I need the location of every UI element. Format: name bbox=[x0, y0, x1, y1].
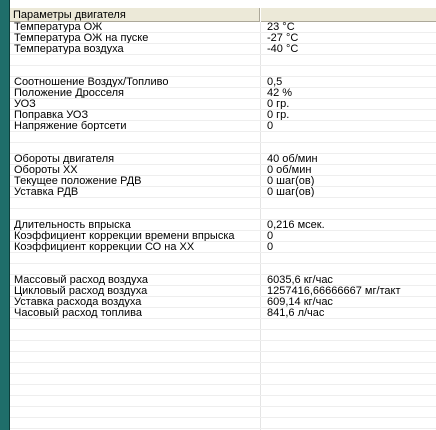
table-row[interactable] bbox=[10, 176, 436, 187]
parameter-value: 0 об/мин bbox=[267, 165, 312, 175]
window-side-strip bbox=[0, 0, 9, 430]
table-row[interactable] bbox=[10, 55, 436, 66]
table-row[interactable] bbox=[10, 319, 436, 330]
parameter-value: 42 % bbox=[267, 88, 293, 98]
table-row[interactable] bbox=[10, 132, 436, 143]
table-row[interactable] bbox=[10, 253, 436, 264]
parameter-name: Цикловый расход воздуха bbox=[14, 286, 148, 296]
parameter-name: Положение Дросселя bbox=[14, 88, 124, 98]
parameter-value: 1257416,66666667 мг/такт bbox=[267, 286, 401, 296]
table-row[interactable] bbox=[10, 220, 436, 231]
grid-header bbox=[10, 7, 436, 22]
parameter-value: 23 °C bbox=[267, 22, 295, 32]
table-row[interactable] bbox=[10, 22, 436, 33]
parameter-name: Соотношение Воздух/Топливо bbox=[14, 77, 169, 87]
table-row[interactable] bbox=[10, 297, 436, 308]
table-row[interactable] bbox=[10, 154, 436, 165]
parameter-value: 0 гр. bbox=[267, 110, 290, 120]
table-row[interactable] bbox=[10, 418, 436, 429]
parameter-value: 0 гр. bbox=[267, 99, 290, 109]
table-row[interactable] bbox=[10, 143, 436, 154]
parameter-name: Температура воздуха bbox=[14, 44, 124, 54]
parameter-value: -40 °C bbox=[267, 44, 299, 54]
table-row[interactable] bbox=[10, 88, 436, 99]
table-row[interactable] bbox=[10, 352, 436, 363]
parameter-value: 841,6 л/час bbox=[267, 308, 325, 318]
parameter-name: Поправка УОЗ bbox=[14, 110, 89, 120]
table-row[interactable] bbox=[10, 231, 436, 242]
table-row[interactable] bbox=[10, 44, 436, 55]
table-row[interactable] bbox=[10, 110, 436, 121]
table-row[interactable] bbox=[10, 308, 436, 319]
table-row[interactable] bbox=[10, 121, 436, 132]
parameter-name: Часовый расход топлива bbox=[14, 308, 142, 318]
parameter-value: 609,14 кг/час bbox=[267, 297, 333, 307]
table-row[interactable] bbox=[10, 198, 436, 209]
parameter-value: 6035,6 кг/час bbox=[267, 275, 333, 285]
parameter-name: Коэффициент коррекции СО на ХХ bbox=[14, 242, 195, 252]
parameter-value: 0 bbox=[267, 121, 274, 131]
parameter-name: Температура ОЖ на пуске bbox=[14, 33, 149, 43]
table-row[interactable] bbox=[10, 242, 436, 253]
parameter-value: 0 шаг(ов) bbox=[267, 176, 315, 186]
grid-rows bbox=[10, 22, 436, 429]
parameter-name: Напряжение бортсети bbox=[14, 121, 127, 131]
table-row[interactable] bbox=[10, 187, 436, 198]
parameter-value: 0,216 мсек. bbox=[267, 220, 325, 230]
table-row[interactable] bbox=[10, 396, 436, 407]
parameter-name: Уставка расхода воздуха bbox=[14, 297, 142, 307]
table-row[interactable] bbox=[10, 264, 436, 275]
parameter-value: 0,5 bbox=[267, 77, 283, 87]
table-row[interactable] bbox=[10, 385, 436, 396]
table-row[interactable] bbox=[10, 330, 436, 341]
table-row[interactable] bbox=[10, 374, 436, 385]
table-row[interactable] bbox=[10, 165, 436, 176]
parameter-value: -27 °C bbox=[267, 33, 299, 43]
engine-parameters-grid[interactable] bbox=[10, 0, 436, 430]
parameter-name: Длительность впрыска bbox=[14, 220, 131, 230]
table-row[interactable] bbox=[10, 209, 436, 220]
table-row[interactable] bbox=[10, 407, 436, 418]
parameter-name: Коэффициент коррекции времени впрыска bbox=[14, 231, 235, 241]
parameter-name: Уставка РДВ bbox=[14, 187, 79, 197]
parameter-value: 0 bbox=[267, 231, 274, 241]
table-row[interactable] bbox=[10, 341, 436, 352]
table-row[interactable] bbox=[10, 363, 436, 374]
table-row[interactable] bbox=[10, 33, 436, 44]
parameter-value: 40 об/мин bbox=[267, 154, 318, 164]
table-row[interactable] bbox=[10, 286, 436, 297]
table-row[interactable] bbox=[10, 66, 436, 77]
table-row[interactable] bbox=[10, 77, 436, 88]
parameter-name: Температура ОЖ bbox=[14, 22, 103, 32]
parameter-value: 0 шаг(ов) bbox=[267, 187, 315, 197]
parameter-name: УОЗ bbox=[14, 99, 36, 109]
parameter-name: Обороты ХХ bbox=[14, 165, 78, 175]
header-value-column[interactable] bbox=[260, 8, 436, 22]
table-row[interactable] bbox=[10, 99, 436, 110]
table-row[interactable] bbox=[10, 275, 436, 286]
parameter-name: Обороты двигателя bbox=[14, 154, 115, 164]
header-parameter-column[interactable]: Параметры двигателя bbox=[10, 8, 260, 22]
parameter-value: 0 bbox=[267, 242, 274, 252]
parameter-name: Массовый расход воздуха bbox=[14, 275, 148, 285]
parameter-name: Текущее положение РДВ bbox=[14, 176, 142, 186]
